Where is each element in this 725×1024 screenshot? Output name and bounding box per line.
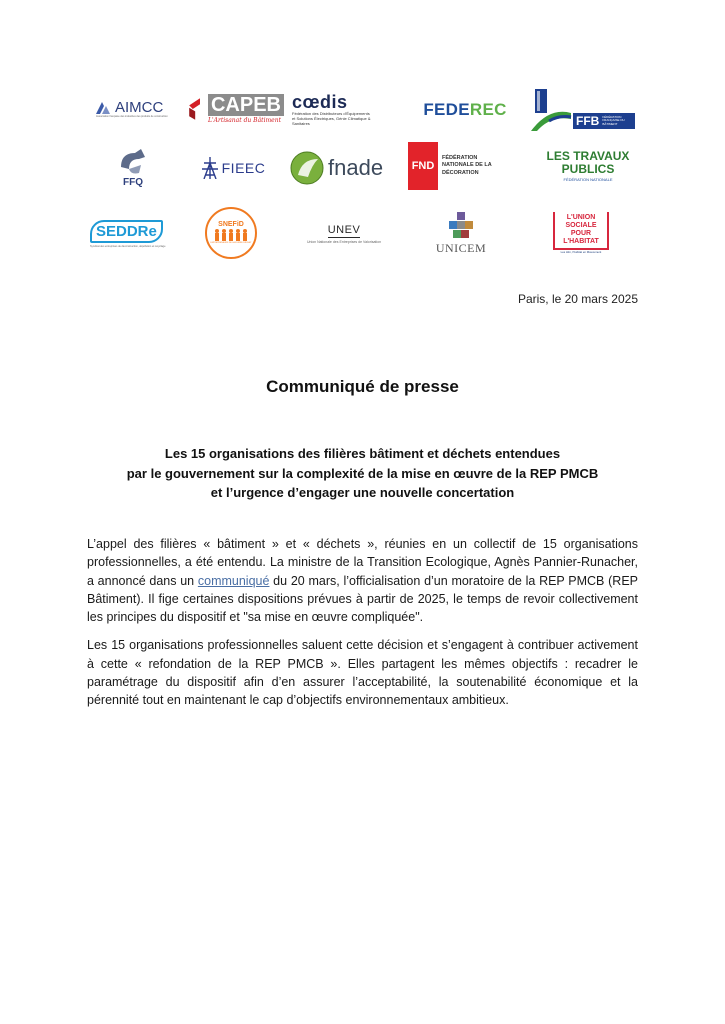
- fnd-label: FND: [411, 159, 435, 172]
- aimcc-label: AIMCC: [115, 99, 164, 116]
- coedis-label: cœdis: [292, 92, 348, 113]
- fnd-block: [408, 142, 438, 190]
- fnade-label: fnade: [328, 155, 384, 180]
- logo-fnade: [290, 148, 398, 188]
- seddre-label: SEDDRe: [90, 220, 163, 243]
- logo-snefid: [204, 206, 258, 260]
- logo-fnd: [408, 140, 518, 192]
- fieec-tower-icon: [201, 157, 219, 179]
- partner-logos: [86, 82, 642, 268]
- unev-tagline: Union Nationale des Entreprises de Valorisation: [306, 240, 382, 245]
- fnd-tagline: FÉDÉRATION NATIONALE DE LA DÉCORATION: [442, 155, 492, 176]
- aimcc-mark-icon: [96, 102, 112, 114]
- logo-unev: [294, 220, 394, 250]
- paragraph-1: [87, 535, 638, 626]
- logo-fieec: [198, 154, 268, 182]
- fnade-leaf-icon: [290, 151, 324, 185]
- ush-frame: [553, 212, 609, 250]
- headline: [80, 444, 645, 503]
- people-icon: [213, 228, 249, 242]
- headline-line-3: et l’urgence d’engager une nouvelle concertation: [210, 485, 515, 500]
- ffb-label: FFB: [576, 114, 600, 128]
- paragraph-1-end: du 20 mars, l’officialisation d’un moratoire de la REP PMCB (REP Bâtiment). Il fige certaines dispositions prévues à partir de 2025, le temps de revoir collectivement les principes du dispositif et "sa mise en œuvre compliquée".: [87, 573, 638, 625]
- capeb-tagline: L'Artisanat du Bâtiment: [207, 117, 282, 124]
- fntp-tagline: FÉDÉRATION NATIONALE: [563, 176, 613, 182]
- paragraph-1-start: L’appel des filières « bâtiment » et « déchets », réunies en un collectif de 15 organisations professionnelles, a été entendu. La ministre de la Transition Ecologique, Agnès Pannier-Runacher, a annoncé dans un: [87, 537, 638, 588]
- logo-seddre: [90, 216, 182, 252]
- unicem-blocks-icon: [448, 212, 474, 242]
- logo-ffq: [106, 144, 160, 190]
- capeb-label: CAPEB: [208, 94, 284, 116]
- unicem-label: UNICEM: [435, 241, 487, 255]
- logo-ffb: [529, 86, 641, 134]
- seddre-tagline: Syndicat des entreprises de déconstruction, dépollution et recyclage: [90, 245, 166, 248]
- logo-aimcc: [96, 96, 178, 122]
- headline-line-1: Les 15 organisations des filières bâtiment et déchets entendues: [164, 446, 561, 461]
- fieec-label: FIEEC: [221, 160, 266, 176]
- page-title: Communiqué de presse: [266, 377, 459, 396]
- logo-capeb: [188, 88, 284, 130]
- ffq-label: FFQ: [123, 176, 143, 188]
- ffq-mark-icon: [117, 147, 149, 177]
- snefid-badge: [205, 207, 257, 259]
- headline-line-2: par le gouvernement sur la complexité de la mise en œuvre de la REP PMCB: [126, 465, 599, 481]
- fntp-label: LES TRAVAUX PUBLICS: [546, 149, 630, 176]
- coedis-tagline: Fédération des Distributeurs d'Équipements et Solutions Électriques, Génie Climatique & Sanitaires: [292, 111, 371, 126]
- unev-label: UNEV: [327, 224, 361, 237]
- ush-label: L'UNION SOCIALE POUR L'HABITAT: [563, 213, 599, 245]
- federec-label: [423, 101, 506, 118]
- date-line: Paris, le 20 mars 2025: [517, 292, 638, 306]
- paragraph-2: Les 15 organisations professionnelles saluent cette décision et s’engagent à contribuer activement à cette « refondation de la REP PMCB ». Elles partagent les mêmes objectifs : recadrer le paramétrage du dispositif afin d’en assurer l’acceptabilité, la soutenabilité économique et la pérennité tout en maintenant le cap d’objectifs environnementaux ambitieux.: [87, 638, 638, 708]
- logo-unicem: [420, 208, 502, 258]
- snefid-tagline: ENTREPRENEURS DE LA FILIÈRE DÉCHET: [210, 242, 252, 245]
- aimcc-tagline: Association française des industries des produits de construction: [96, 115, 168, 118]
- logo-federec: [416, 96, 514, 122]
- ffb-building-icon: [529, 87, 573, 133]
- federec-label-text: FEDEREC: [423, 99, 507, 119]
- capeb-roof-icon: [188, 89, 206, 129]
- logo-fntp: [538, 142, 638, 190]
- logo-coedis: [292, 88, 376, 132]
- ush-tagline: Les Hlm, l'habitat en Mouvement: [560, 249, 602, 254]
- ffb-tagline: FÉDÉRATION FRANÇAISE DU BÂTIMENT: [602, 114, 625, 126]
- press-body: [87, 535, 638, 720]
- communique-link[interactable]: communiqué: [197, 573, 270, 588]
- snefid-label: SNEFiD: [218, 221, 244, 229]
- logo-ush: [550, 202, 612, 264]
